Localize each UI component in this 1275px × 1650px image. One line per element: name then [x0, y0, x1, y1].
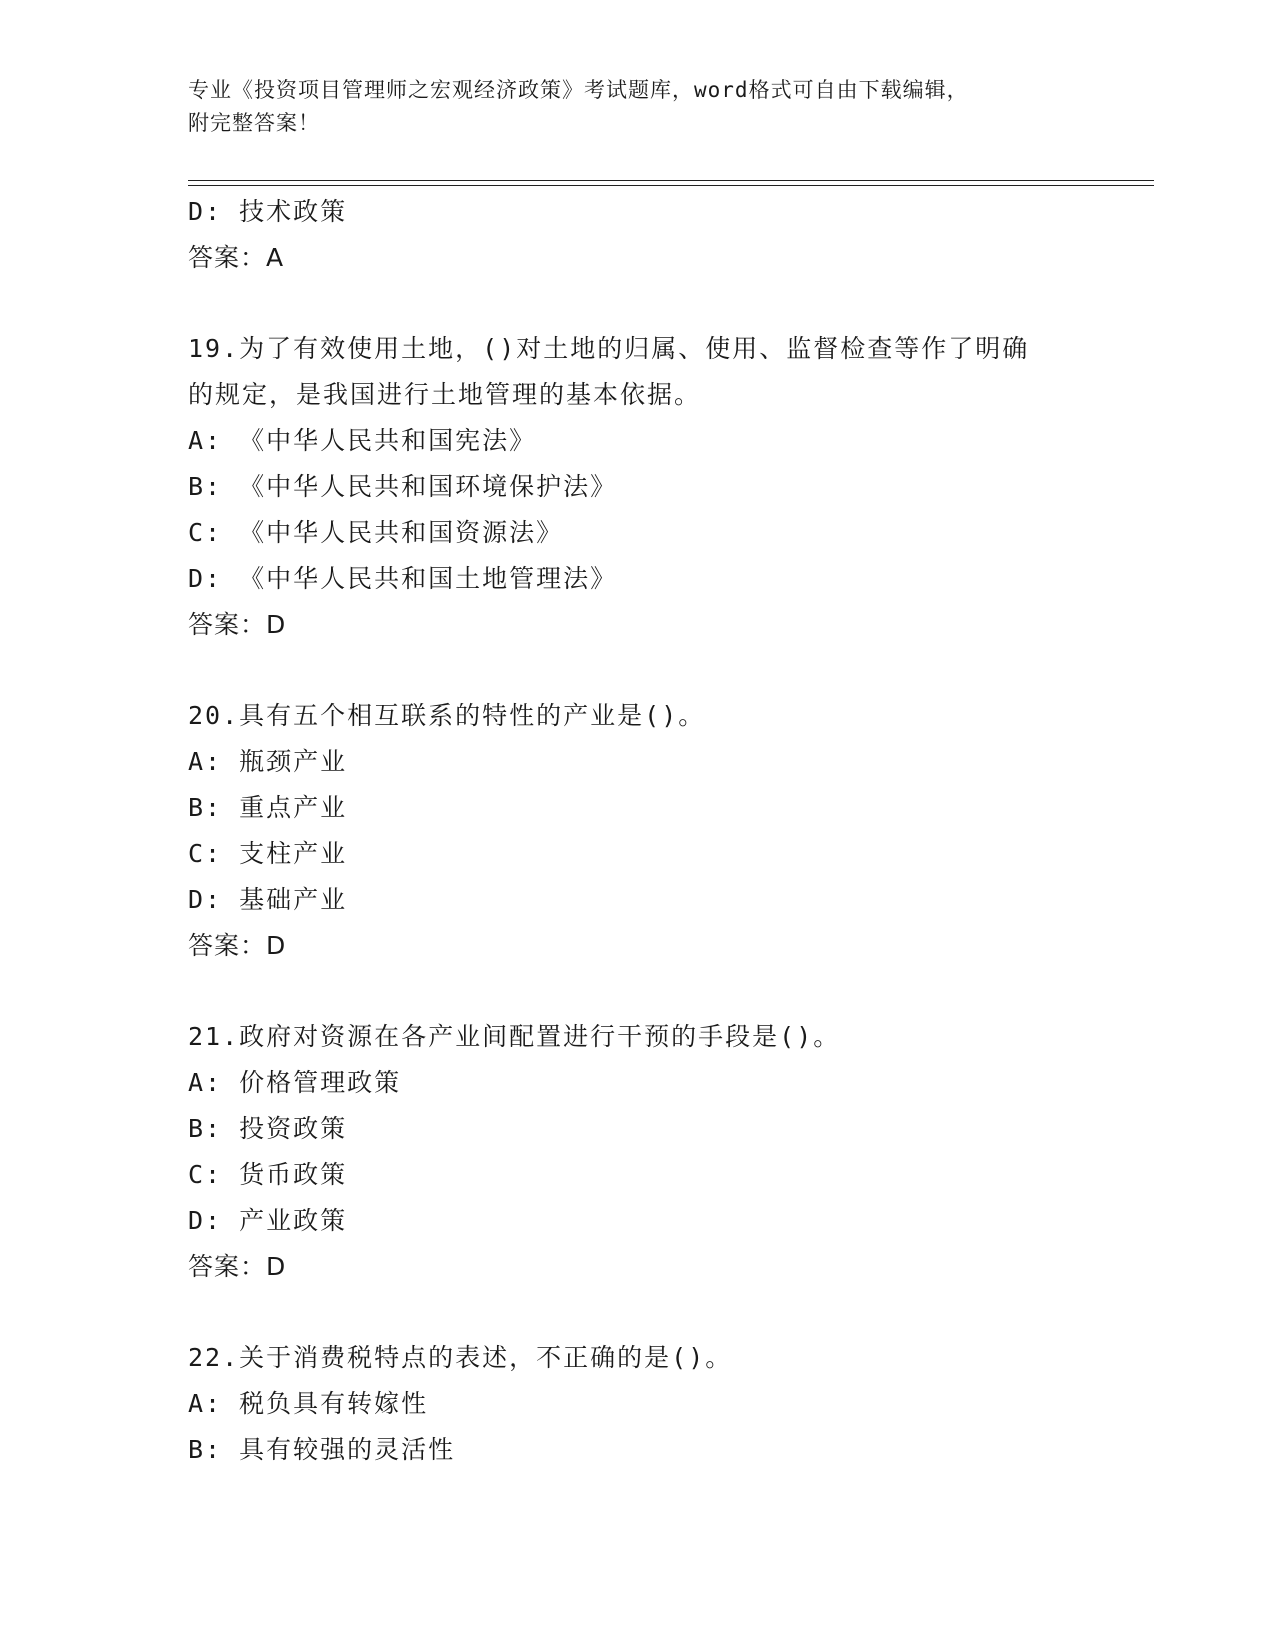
header-line-1: 专业《投资项目管理师之宏观经济政策》考试题库，word格式可自由下载编辑， — [188, 78, 969, 102]
option-c: C: 支柱产业 — [188, 839, 348, 868]
answer-line: 答案：A — [188, 243, 285, 272]
option-a: A: 瓶颈产业 — [188, 747, 348, 776]
question-stem-continued: 的规定，是我国进行土地管理的基本依据。 — [188, 380, 702, 409]
option-a: A: 价格管理政策 — [188, 1068, 402, 1097]
question-21 — [188, 1014, 1088, 1290]
question-22 — [188, 1335, 1088, 1473]
option-c: C: 《中华人民共和国资源法》 — [188, 518, 564, 547]
question-stem: 19.为了有效使用土地，()对土地的归属、使用、监督检查等作了明确 — [188, 334, 1030, 363]
option-a: A: 《中华人民共和国宪法》 — [188, 426, 537, 455]
question-19 — [188, 326, 1088, 648]
option-a: A: 税负具有转嫁性 — [188, 1389, 429, 1418]
previous-question-tail — [188, 189, 1088, 281]
option-d: D: 基础产业 — [188, 885, 348, 914]
question-stem: 21.政府对资源在各产业间配置进行干预的手段是()。 — [188, 1022, 841, 1051]
question-list — [188, 189, 1088, 1473]
header-rule-bottom — [188, 185, 1154, 186]
option-d: D: 产业政策 — [188, 1206, 348, 1235]
question-stem: 22.关于消费税特点的表述，不正确的是()。 — [188, 1343, 733, 1372]
header-rule-top — [188, 180, 1154, 181]
option-d: D: 《中华人民共和国土地管理法》 — [188, 564, 618, 593]
option-b: B: 《中华人民共和国环境保护法》 — [188, 472, 618, 501]
document-header — [188, 74, 1088, 140]
answer-line: 答案：D — [188, 1252, 287, 1281]
option-b: B: 重点产业 — [188, 793, 348, 822]
question-stem: 20.具有五个相互联系的特性的产业是()。 — [188, 701, 706, 730]
answer-line: 答案：D — [188, 610, 287, 639]
answer-line: 答案：D — [188, 931, 287, 960]
option-d: D: 技术政策 — [188, 197, 348, 226]
question-20 — [188, 693, 1088, 969]
header-line-2: 附完整答案！ — [188, 111, 320, 135]
option-c: C: 货币政策 — [188, 1160, 348, 1189]
option-b: B: 具有较强的灵活性 — [188, 1435, 456, 1464]
option-b: B: 投资政策 — [188, 1114, 348, 1143]
